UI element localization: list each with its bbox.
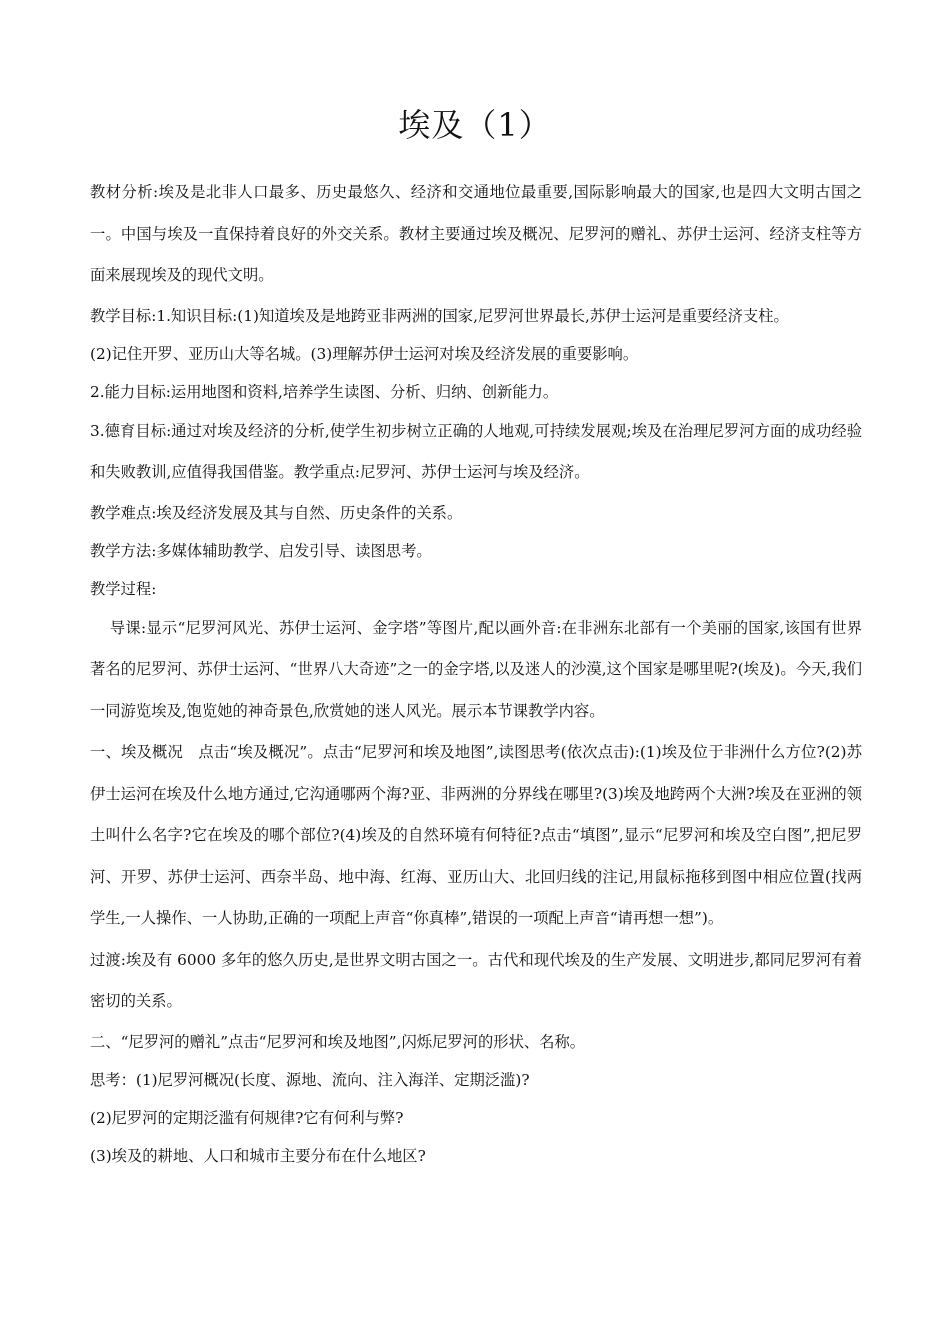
paragraph-teaching-goals: 教学目标:1.知识目标:(1)知道埃及是地跨亚非两洲的国家,尼罗河世界最长,苏伊士运河是重要经济支柱。 (90, 306, 789, 325)
paragraph-egypt-overview: 一、埃及概况 点击“埃及概况”。点击“尼罗河和埃及地图”,读图思考(依次点击):(1)埃及位于非洲什么方位?(2)苏伊士运河在埃及什么地方通过,它沟通哪两个海?亚、非两洲的分界线在哪里?(3)埃及地跨两个大洲?埃及在亚洲的领土叫什么名字?它在埃及的哪个部位?(4)埃及的自然环境有何特征?点击“填图”,显示“尼罗河和埃及空白图”,把尼罗河、开罗、苏伊士运河、西奈半岛、地中海、红海、亚历山大、北回归线的注记,用鼠标拖移到图中相应位置(找两学生,一人操作、一人协助,正确的一项配上声音“你真棒”,错误的一项配上声音“请再想一想”)。 (90, 743, 862, 927)
paragraph-teaching-methods: 教学方法:多媒体辅助教学、启发引导、读图思考。 (90, 541, 432, 560)
paragraph-transition: 过渡:埃及有 6000 多年的悠久历史,是世界文明古国之一。古代和现代埃及的生产发展、文明进步,都同尼罗河有着密切的关系。 (90, 950, 862, 1010)
paragraph-teaching-difficulty: 教学难点:埃及经济发展及其与自然、历史条件的关系。 (90, 503, 463, 522)
paragraph-introduction: 导课:显示“尼罗河风光、苏伊士运河、金字塔”等图片,配以画外音:在非洲东北部有一个美丽的国家,该国有世界著名的尼罗河、苏伊士运河、“世界八大奇迹”之一的金字塔,以及迷人的沙漠,这个国家是哪里呢?(埃及)。今天,我们一同游览埃及,饱览她的神奇景色,欣赏她的迷人风光。展示本节课教学内容。 (90, 618, 862, 720)
document-title: 埃及（1） (398, 106, 552, 144)
paragraph-moral-goals: 3.德育目标:通过对埃及经济的分析,使学生初步树立正确的人地观,可持续发展观;埃及在治理尼罗河方面的成功经验和失败教训,应值得我国借鉴。教学重点:尼罗河、苏伊士运河与埃及经济。 (90, 421, 862, 481)
paragraph-question-3: (3)埃及的耕地、人口和城市主要分布在什么地区? (90, 1146, 426, 1165)
paragraph-ability-goals: 2.能力目标:运用地图和资料,培养学生读图、分析、归纳、创新能力。 (90, 382, 559, 401)
paragraph-question-1: 思考：(1)尼罗河概况(长度、源地、流向、注入海洋、定期泛滥)? (90, 1070, 530, 1089)
paragraph-goals-continued: (2)记住开罗、亚历山大等名城。(3)理解苏伊士运河对埃及经济发展的重要影响。 (90, 344, 639, 363)
document-body (90, 172, 862, 1175)
paragraph-textbook-analysis: 教材分析:埃及是北非人口最多、历史最悠久、经济和交通地位最重要,国际影响最大的国家,也是四大文明古国之一。中国与埃及一直保持着良好的外交关系。教材主要通过埃及概况、尼罗河的赠礼、苏伊士运河、经济支柱等方面来展现埃及的现代文明。 (90, 183, 862, 284)
paragraph-question-2: (2)尼罗河的定期泛滥有何规律?它有何利与弊? (90, 1108, 404, 1127)
paragraph-teaching-process: 教学过程: (90, 579, 157, 598)
paragraph-nile-gift: 二、“尼罗河的赠礼”点击“尼罗河和埃及地图”,闪烁尼罗河的形状、名称。 (90, 1032, 586, 1051)
